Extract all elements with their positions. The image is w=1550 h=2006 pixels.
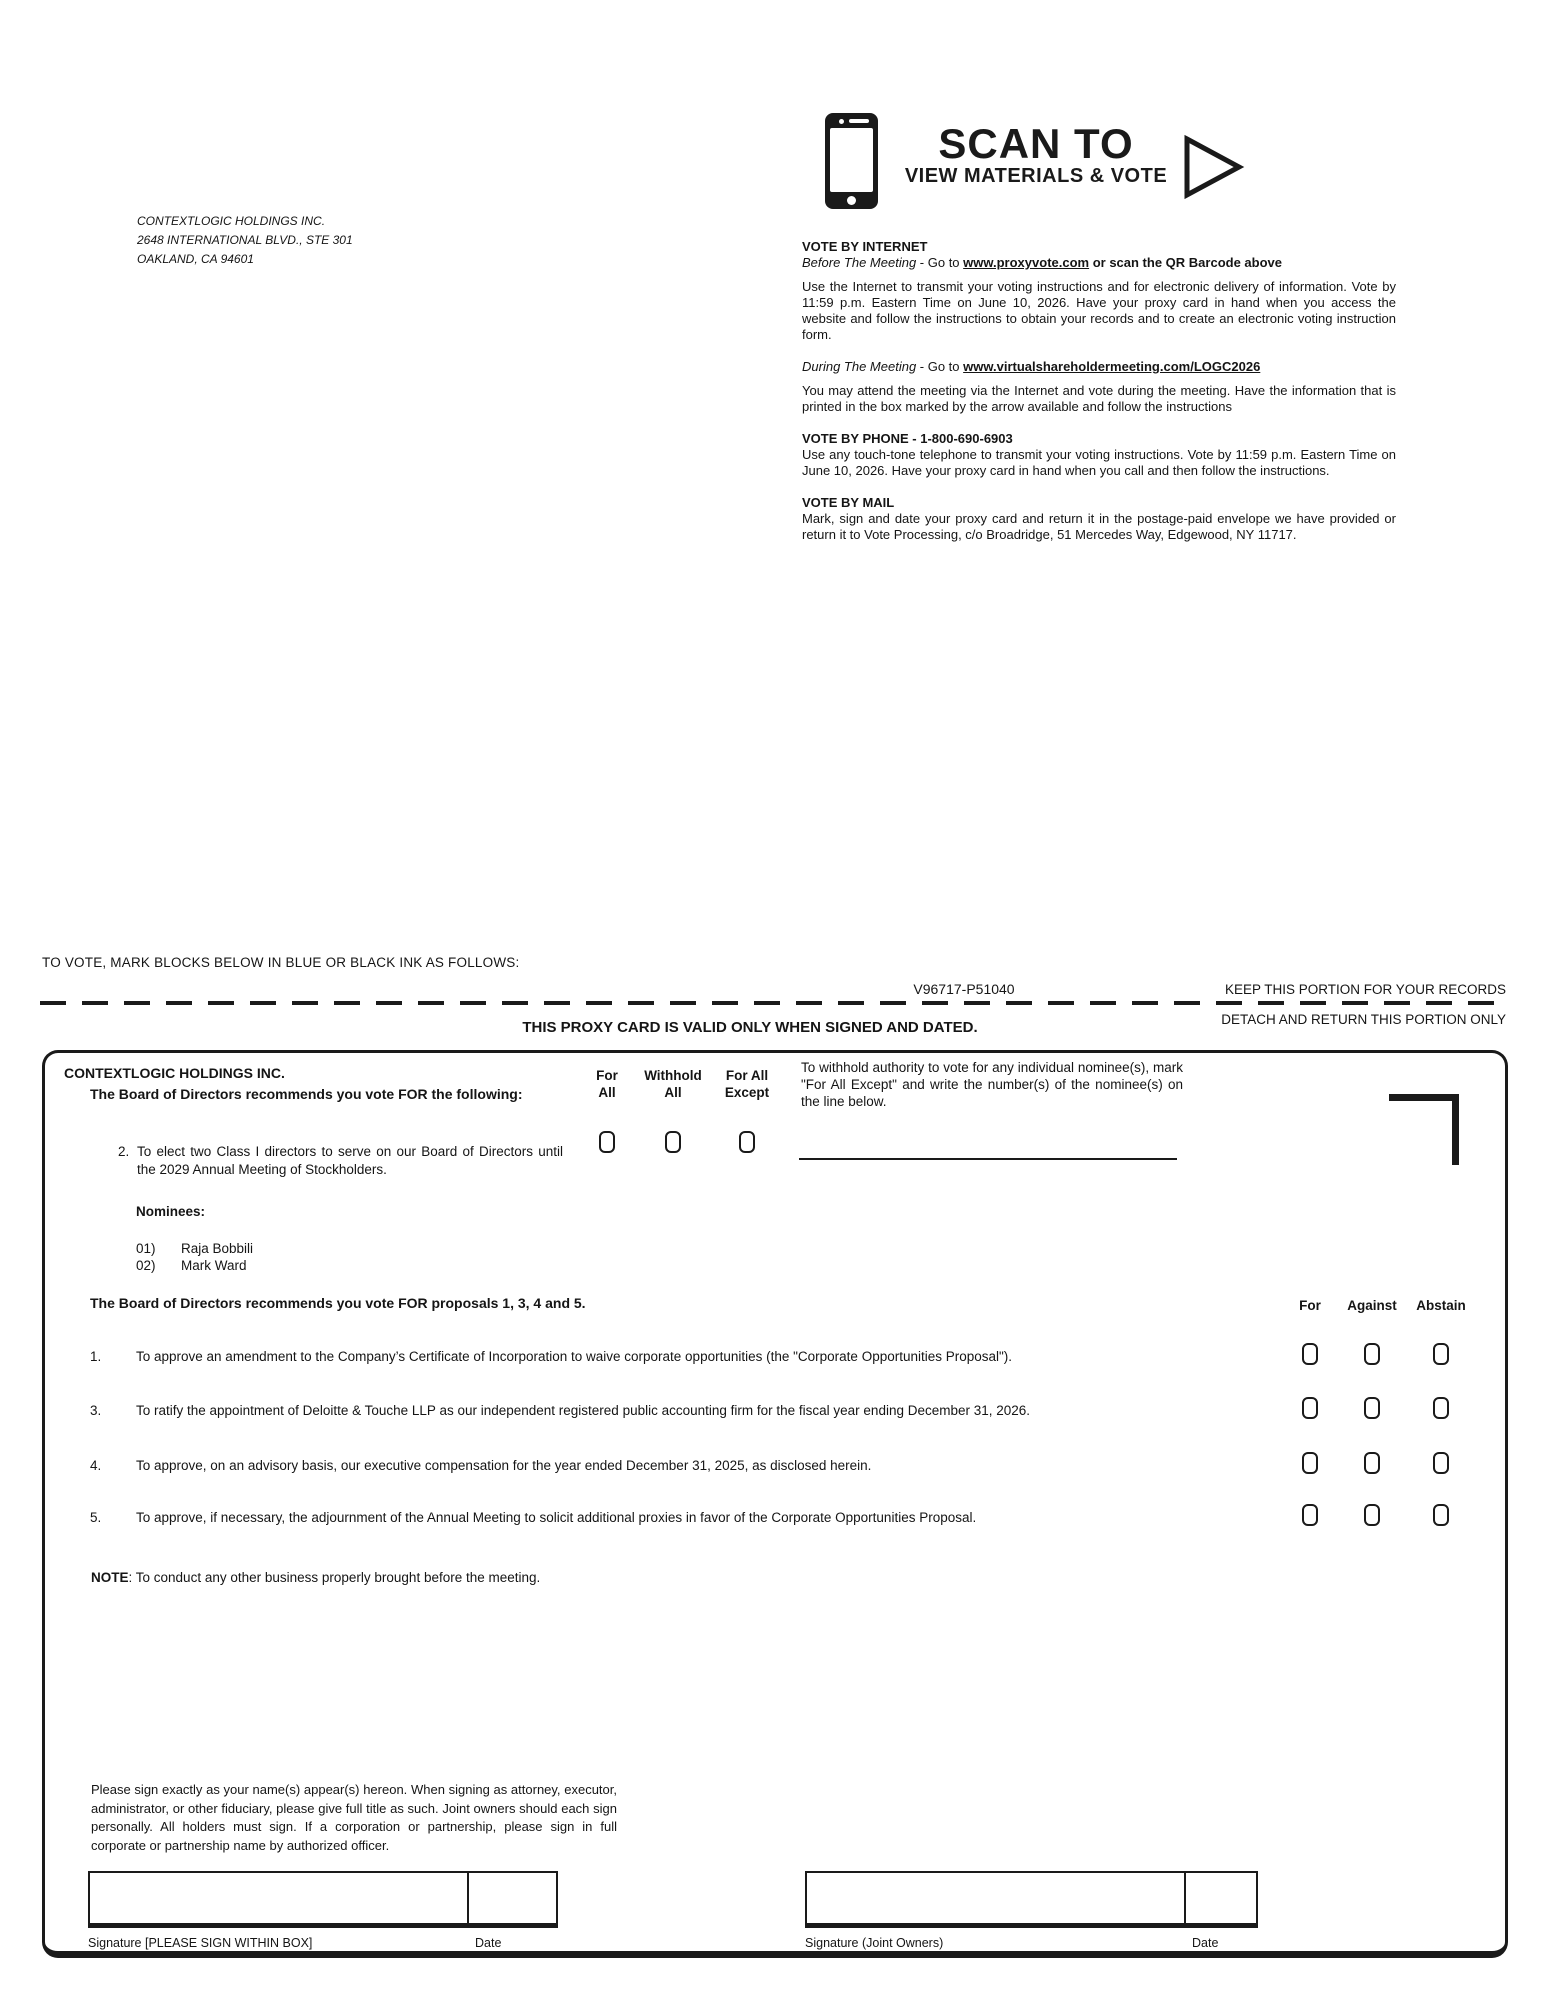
checkbox-proposal1-abstain[interactable]: [1433, 1343, 1449, 1365]
nominee-row: [136, 1241, 253, 1256]
vote-by-phone-title: VOTE BY PHONE - 1-800-690-6903: [802, 431, 1013, 446]
proxyvote-link: www.proxyvote.com: [963, 255, 1090, 270]
vote-by-internet-title: VOTE BY INTERNET: [802, 239, 928, 254]
nominee-row: [136, 1258, 247, 1273]
nominees-label: Nominees:: [136, 1204, 206, 1219]
before-meeting-label: Before The Meeting: [802, 255, 917, 270]
voting-instructions: [802, 239, 1396, 543]
note-label: NOTE: [91, 1570, 129, 1585]
col-header-for-all-except: For All Except: [724, 1068, 770, 1100]
proposal-row-4: [90, 1458, 1466, 1473]
checkbox-proposal4-for[interactable]: [1302, 1452, 1318, 1474]
vote-by-mail-title: VOTE BY MAIL: [802, 495, 895, 510]
scan-banner-title: SCAN TO: [938, 120, 1134, 167]
mark-instruction: TO VOTE, MARK BLOCKS BELOW IN BLUE OR BLACK INK AS FOLLOWS:: [42, 955, 520, 970]
control-number: V96717-P51040: [913, 981, 1015, 997]
checkbox-item2-for-all[interactable]: [599, 1131, 615, 1153]
corner-registration-mark: [1452, 1094, 1459, 1165]
arrow-right-outline-icon: [1183, 134, 1245, 200]
note-text: : To conduct any other business properly brought before the meeting.: [128, 1570, 541, 1585]
col-header-abstain: Abstain: [1416, 1298, 1466, 1313]
before-meeting-tail: or scan the QR Barcode above: [1089, 255, 1282, 270]
detach-portion-note: DETACH AND RETURN THIS PORTION ONLY: [1221, 1012, 1506, 1027]
checkbox-proposal4-against[interactable]: [1364, 1452, 1380, 1474]
board-recommendation-1: The Board of Directors recommends you vote FOR the following:: [90, 1086, 523, 1102]
proposal-row-3: [90, 1403, 1466, 1418]
nominee-number: 02): [136, 1258, 156, 1273]
signature-primary-label: Signature [PLEASE SIGN WITHIN BOX]: [88, 1936, 313, 1950]
keep-portion-note: KEEP THIS PORTION FOR YOUR RECORDS: [1224, 982, 1506, 997]
signature-date-divider: [1184, 1873, 1186, 1923]
return-address-line: OAKLAND, CA 94601: [137, 252, 254, 266]
vote-by-mail-body: Mark, sign and date your proxy card and return it in the postage-paid envelope we have provided or return it to Vote Processing, c/o Broadridge, 51 Mercedes Way, Edgewood, NY 11717.: [802, 511, 1396, 542]
vote-by-phone-body: Use any touch-tone telephone to transmit your voting instructions. Vote by 11:59 p.m. Eastern Time on June 10, 2026. Have your proxy card in hand when you call and then follow the instructions.: [802, 447, 1396, 478]
proposal-row-5: [90, 1510, 1466, 1525]
checkbox-proposal5-for[interactable]: [1302, 1504, 1318, 1526]
proposal-number: 1.: [90, 1349, 102, 1364]
checkbox-proposal5-against[interactable]: [1364, 1504, 1380, 1526]
nominee-number: 01): [136, 1241, 156, 1256]
col-header-against: Against: [1347, 1298, 1397, 1313]
date-label: Date: [475, 1936, 502, 1950]
col-header-for-all: For All: [596, 1068, 618, 1100]
proxy-card: [42, 1050, 1508, 1958]
valid-when-signed-note: THIS PROXY CARD IS VALID ONLY WHEN SIGNED AND DATED.: [522, 1019, 978, 1036]
corner-registration-mark: [1389, 1094, 1459, 1101]
proposal-text: To approve an amendment to the Company’s Certificate of Incorporation to waive corporate opportunities (the "Corporate Opportunities Proposal").: [136, 1349, 1013, 1364]
detach-dashed-line: [40, 1001, 1510, 1005]
during-meeting-body: You may attend the meeting via the Internet and vote during the meeting. Have the information that is printed in the box marked by the arrow available and follow the instructions: [802, 383, 1396, 414]
proposal-number: 2.: [118, 1144, 130, 1159]
date-label: Date: [1192, 1936, 1219, 1950]
checkbox-proposal3-for[interactable]: [1302, 1397, 1318, 1419]
proposal-number: 3.: [90, 1403, 102, 1418]
before-meeting-goto: - Go to: [916, 255, 964, 270]
proposal-text: To ratify the appointment of Deloitte & Touche LLP as our independent registered public accounting firm for the fiscal year ending December 31, 2026.: [136, 1403, 1031, 1418]
smartphone-icon: [825, 113, 878, 209]
during-meeting-label: During The Meeting: [802, 359, 917, 374]
checkbox-proposal1-for[interactable]: [1302, 1343, 1318, 1365]
checkbox-item2-withhold-all[interactable]: [665, 1131, 681, 1153]
signature-box-primary[interactable]: [88, 1871, 558, 1928]
signature-box-joint[interactable]: [805, 1871, 1258, 1928]
during-meeting-goto: - Go to: [916, 359, 964, 374]
other-business-note: [91, 1570, 540, 1585]
proposal-text: To elect two Class I directors to serve on our Board of Directors until the 2029 Annual Meeting of Stockholders.: [137, 1144, 563, 1177]
scan-banner: [895, 120, 1177, 187]
checkbox-proposal4-abstain[interactable]: [1433, 1452, 1449, 1474]
during-meeting-line: [802, 359, 1396, 375]
checkbox-item2-for-all-except[interactable]: [739, 1131, 755, 1153]
scan-banner-subtitle: VIEW MATERIALS & VOTE: [904, 165, 1168, 187]
checkbox-proposal1-against[interactable]: [1364, 1343, 1380, 1365]
proposal-number: 4.: [90, 1458, 102, 1473]
card-company-name: CONTEXTLOGIC HOLDINGS INC.: [64, 1065, 285, 1081]
virtual-meeting-link: www.virtualshareholdermeeting.com/LOGC2026: [963, 359, 1261, 374]
col-header-withhold-all: Withhold All: [644, 1068, 702, 1100]
vote-by-internet-body: Use the Internet to transmit your voting instructions and for electronic delivery of information. Vote by 11:59 p.m. Eastern Time on June 10, 2026. Have your proxy card in hand when you access the website and follow the instructions to obtain your records and to create an electronic voting instruction form.: [802, 279, 1396, 342]
return-address-line: CONTEXTLOGIC HOLDINGS INC.: [137, 214, 326, 228]
nominee-name: Raja Bobbili: [181, 1241, 254, 1256]
signature-date-divider: [467, 1873, 469, 1923]
proposal-number: 5.: [90, 1510, 102, 1525]
signature-joint-label: Signature (Joint Owners): [805, 1936, 944, 1950]
checkbox-proposal3-against[interactable]: [1364, 1397, 1380, 1419]
checkbox-proposal3-abstain[interactable]: [1433, 1397, 1449, 1419]
proposal-text: To approve, on an advisory basis, our executive compensation for the year ended December 31, 2025, as disclosed herein.: [136, 1458, 872, 1473]
signature-instructions: Please sign exactly as your name(s) appear(s) hereon. When signing as attorney, executor, administrator, or other fiduciary, please give full title as such. Joint owners should each sign personally. All holders must sign. If a corporation or partnership, please sign in full corporate or partnership name by authorized officer.: [91, 1782, 617, 1853]
return-address-line: 2648 INTERNATIONAL BLVD., STE 301: [137, 233, 353, 247]
before-meeting-line: [802, 255, 1396, 271]
nominee-name: Mark Ward: [181, 1258, 247, 1273]
nominee-exception-write-line[interactable]: [799, 1158, 1177, 1160]
proposal-row-2: [118, 1143, 563, 1178]
withhold-authority-note: To withhold authority to vote for any individual nominee(s), mark "For All Except" and write the number(s) of the nominee(s) on the line below.: [801, 1060, 1183, 1109]
checkbox-proposal5-abstain[interactable]: [1433, 1504, 1449, 1526]
col-header-for: For: [1299, 1298, 1321, 1313]
proposal-text: To approve, if necessary, the adjournment of the Annual Meeting to solicit additional proxies in favor of the Corporate Opportunities Proposal.: [136, 1510, 977, 1525]
proposal-row-1: [90, 1349, 1466, 1364]
return-address: [137, 212, 353, 269]
board-recommendation-2: The Board of Directors recommends you vote FOR proposals 1, 3, 4 and 5.: [90, 1295, 586, 1311]
